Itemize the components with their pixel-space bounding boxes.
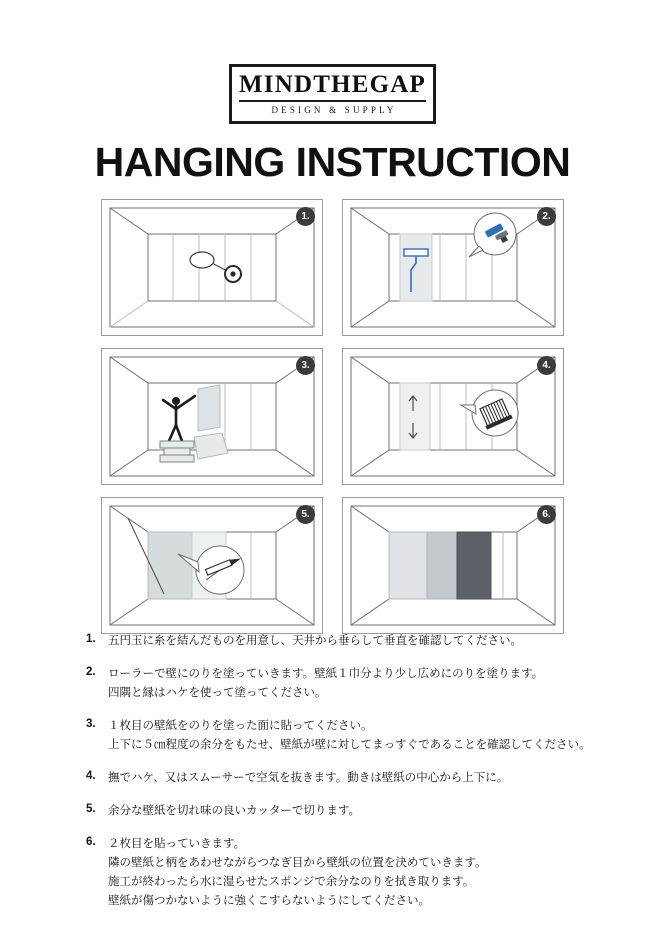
step-line: 施工が終わったら水に湿らせたスポンジで余分なのりを拭き取ります。: [108, 875, 475, 888]
figure-2-roller-paste: [342, 199, 564, 336]
step-line: 上下に５㎝程度の余分をもたせ、壁紙が壁に対してまっすぐであることを確認してください。: [108, 738, 591, 751]
step-line: ２枚目を貼っていきます。: [108, 837, 246, 850]
step-item: [86, 835, 606, 911]
figure-number-badge: 5.: [296, 505, 315, 524]
figure-grid: [101, 199, 564, 634]
step-number: 5.: [86, 802, 96, 815]
step-line: １枚目の壁紙をのりを塗った面に貼ってください。: [108, 719, 373, 732]
step-text: [108, 835, 606, 911]
page-title: HANGING INSTRUCTION: [94, 139, 571, 185]
step-line: 五円玉に糸を結んだものを用意し、天井から垂らして垂直を確認してください。: [108, 635, 522, 647]
logo-title: MINDTHEGAP: [239, 71, 426, 98]
step-item: [86, 717, 606, 755]
step-text: [108, 769, 606, 788]
logo-subtitle: DESIGN & SUPPLY: [271, 105, 397, 115]
logo-divider: [239, 100, 426, 102]
step-text: [108, 717, 606, 755]
figure-number-badge: 3.: [296, 356, 315, 375]
step-number: 1.: [86, 633, 96, 645]
step-line: 隣の壁紙と柄をあわせながらつなぎ目から壁紙の位置を決めていきます。: [108, 856, 487, 869]
brand-logo: [0, 64, 665, 124]
step-line: 四隅と縁はハケを使って塗ってください。: [108, 686, 327, 699]
step-text: [108, 632, 606, 651]
figure-4-smoother-brush: [342, 348, 564, 485]
step-text: [108, 665, 606, 703]
step-number: 4.: [86, 769, 96, 782]
figure-3-apply-first-drop: [101, 348, 323, 485]
step-number: 2.: [86, 665, 96, 678]
step-number: 6.: [86, 835, 96, 848]
step-list: [86, 632, 606, 925]
step-number: 3.: [86, 717, 96, 730]
step-item: [86, 769, 606, 788]
figure-number-badge: 6.: [537, 505, 556, 524]
step-line: 余分な壁紙を切れ味の良いカッターで切ります。: [108, 804, 360, 817]
step-line: 撫でハケ、又はスムーサーで空気を抜きます。動きは壁紙の中心から上下に。: [108, 771, 509, 784]
figure-6-second-drop: [342, 497, 564, 634]
figure-number-badge: 4.: [537, 356, 556, 375]
figure-5-trim-cutter: [101, 497, 323, 634]
step-line: ローラーで壁にのりを塗っていきます。壁紙１巾分より少し広めにのりを塗ります。: [108, 667, 544, 680]
step-item: [86, 632, 606, 651]
step-item: [86, 802, 606, 821]
figure-number-badge: 2.: [537, 207, 556, 226]
logo-box: [229, 64, 436, 124]
step-line: 壁紙が傷つかないように強くこすらないようにしてください。: [108, 894, 430, 907]
figure-1-plumb-line: [101, 199, 323, 336]
step-text: [108, 802, 606, 821]
step-item: [86, 665, 606, 703]
figure-number-badge: 1.: [296, 207, 315, 226]
